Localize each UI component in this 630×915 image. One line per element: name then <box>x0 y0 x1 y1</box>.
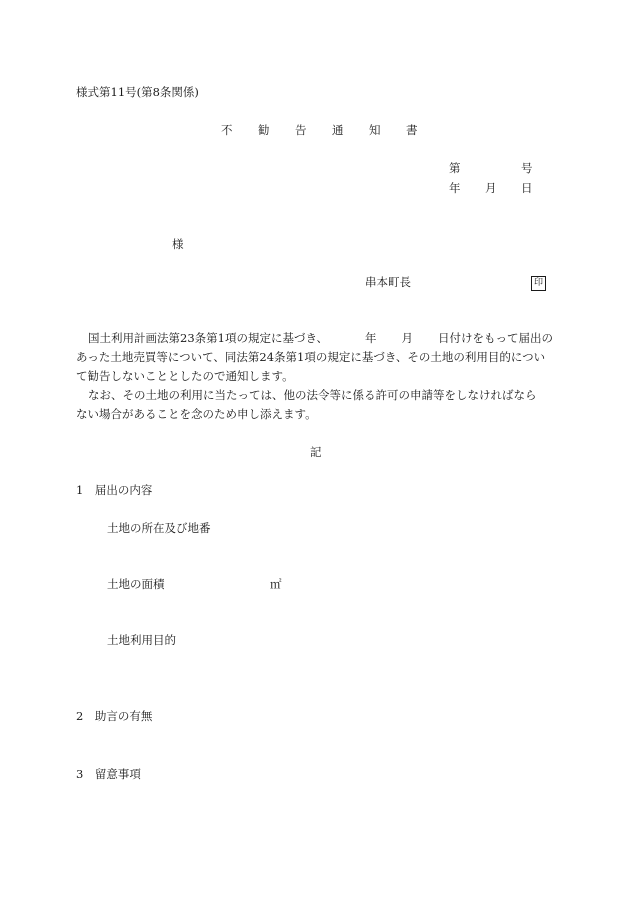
issuer-name: 串本町長 <box>365 275 411 289</box>
body-p1-line3: て勧告しないこととしたので通知します。 <box>76 369 294 383</box>
body-text: 日付けをもって届出の <box>438 331 553 345</box>
ki-heading: 記 <box>310 445 322 459</box>
seal-char: 印 <box>531 276 546 291</box>
title-char: 知 <box>369 123 381 137</box>
number-dai: 第 <box>449 161 461 175</box>
date-day: 日 <box>521 181 533 195</box>
title-char: 告 <box>295 123 307 137</box>
title-char: 通 <box>332 123 344 137</box>
section-1-area-unit: ㎡ <box>270 577 282 591</box>
document-title <box>221 122 443 138</box>
form-number: 様式第11号(第8条関係) <box>76 85 199 99</box>
section-3-heading: 3 留意事項 <box>76 767 141 781</box>
body-year: 年 <box>365 331 377 345</box>
number-go: 号 <box>521 161 533 175</box>
section-1-purpose-label: 土地利用目的 <box>107 633 176 647</box>
body-text: 国土利用計画法第23条第1項の規定に基づき、 <box>88 331 328 345</box>
date-month: 月 <box>485 181 497 195</box>
section-1-heading: 1 届出の内容 <box>76 483 153 497</box>
section-1-location-label: 土地の所在及び地番 <box>107 521 211 535</box>
body-p2-line2: ない場合があることを念のため申し添えます。 <box>76 407 317 421</box>
body-p2-line1: なお、その土地の利用に当たっては、他の法令等に係る許可の申請等をしなければなら <box>88 388 537 402</box>
section-1-area-label: 土地の面積 <box>107 577 165 591</box>
date-year: 年 <box>449 181 461 195</box>
title-char: 不 <box>221 123 233 137</box>
section-2-heading: 2 助言の有無 <box>76 709 153 723</box>
title-char: 勧 <box>258 123 270 137</box>
body-p1-line2: あった土地売買等について、同法第24条第1項の規定に基づき、その土地の利用目的につい <box>76 350 546 364</box>
body-p1-line1 <box>88 330 553 346</box>
addressee-suffix: 様 <box>172 237 184 251</box>
body-month: 月 <box>401 331 413 345</box>
seal-mark <box>531 273 546 291</box>
title-char: 書 <box>406 123 418 137</box>
